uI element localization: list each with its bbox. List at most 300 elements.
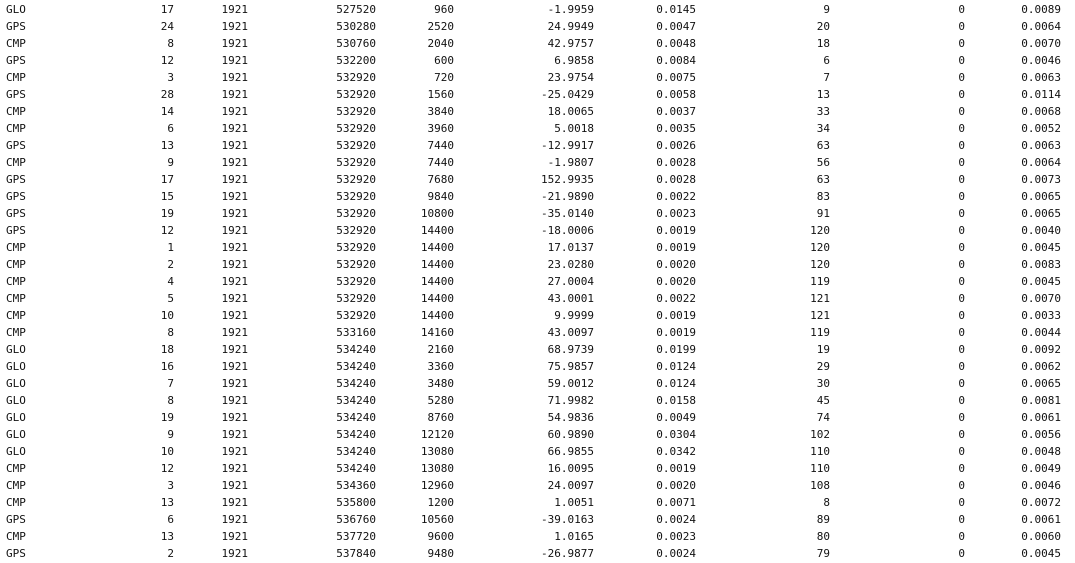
time-of-week-cell: 532920 (336, 156, 376, 169)
count-cell: 89 (816, 513, 830, 526)
system-cell: CMP (6, 105, 26, 118)
time-of-week-cell: 532920 (336, 241, 376, 254)
satellite-id-cell: 8 (167, 326, 174, 339)
week-cell: 1921 (221, 139, 248, 152)
time-of-week-cell: 536760 (336, 513, 376, 526)
residual-cell: 0.0070 (1021, 37, 1061, 50)
sigma-cell: 0.0075 (656, 71, 696, 84)
week-cell: 1921 (221, 394, 248, 407)
week-cell: 1921 (221, 547, 248, 560)
week-cell: 1921 (221, 20, 248, 33)
age-cell: 13080 (420, 462, 454, 475)
table-row (0, 341, 1075, 358)
time-of-week-cell: 534240 (336, 445, 376, 458)
system-cell: GPS (6, 173, 26, 186)
system-cell: GLO (6, 394, 26, 407)
residual-cell: 0.0092 (1021, 343, 1061, 356)
count-cell: 45 (816, 394, 830, 407)
system-cell: CMP (6, 258, 26, 271)
table-row (0, 358, 1075, 375)
offset-cell: 1.0051 (554, 496, 594, 509)
satellite-id-cell: 17 (160, 173, 174, 186)
satellite-id-cell: 19 (160, 411, 174, 424)
flag-cell: 0 (958, 241, 965, 254)
sigma-cell: 0.0028 (656, 173, 696, 186)
residual-cell: 0.0089 (1021, 3, 1061, 16)
offset-cell: -18.0006 (541, 224, 594, 237)
offset-cell: 43.0001 (547, 292, 594, 305)
flag-cell: 0 (958, 173, 965, 186)
offset-cell: -25.0429 (541, 88, 594, 101)
week-cell: 1921 (221, 156, 248, 169)
age-cell: 10560 (420, 513, 454, 526)
time-of-week-cell: 534360 (336, 479, 376, 492)
time-of-week-cell: 532920 (336, 258, 376, 271)
age-cell: 8760 (427, 411, 454, 424)
time-of-week-cell: 532920 (336, 207, 376, 220)
week-cell: 1921 (221, 496, 248, 509)
table-row (0, 239, 1075, 256)
system-cell: GPS (6, 224, 26, 237)
table-row (0, 409, 1075, 426)
satellite-id-cell: 5 (167, 292, 174, 305)
offset-cell: 75.9857 (547, 360, 594, 373)
flag-cell: 0 (958, 394, 965, 407)
residual-cell: 0.0049 (1021, 462, 1061, 475)
time-of-week-cell: 532920 (336, 292, 376, 305)
week-cell: 1921 (221, 88, 248, 101)
sigma-cell: 0.0199 (656, 343, 696, 356)
time-of-week-cell: 532920 (336, 71, 376, 84)
flag-cell: 0 (958, 479, 965, 492)
flag-cell: 0 (958, 326, 965, 339)
time-of-week-cell: 534240 (336, 343, 376, 356)
sigma-cell: 0.0022 (656, 292, 696, 305)
count-cell: 19 (816, 343, 830, 356)
table-row (0, 120, 1075, 137)
age-cell: 9840 (427, 190, 454, 203)
sigma-cell: 0.0145 (656, 3, 696, 16)
time-of-week-cell: 532920 (336, 139, 376, 152)
offset-cell: -39.0163 (541, 513, 594, 526)
count-cell: 74 (816, 411, 830, 424)
time-of-week-cell: 534240 (336, 377, 376, 390)
residual-cell: 0.0060 (1021, 530, 1061, 543)
time-of-week-cell: 527520 (336, 3, 376, 16)
system-cell: GLO (6, 343, 26, 356)
time-of-week-cell: 532920 (336, 88, 376, 101)
system-cell: CMP (6, 530, 26, 543)
residual-cell: 0.0083 (1021, 258, 1061, 271)
table-row (0, 273, 1075, 290)
residual-cell: 0.0070 (1021, 292, 1061, 305)
flag-cell: 0 (958, 122, 965, 135)
system-cell: CMP (6, 241, 26, 254)
flag-cell: 0 (958, 139, 965, 152)
residual-cell: 0.0062 (1021, 360, 1061, 373)
offset-cell: 18.0065 (547, 105, 594, 118)
sigma-cell: 0.0304 (656, 428, 696, 441)
offset-cell: 43.0097 (547, 326, 594, 339)
satellite-id-cell: 4 (167, 275, 174, 288)
age-cell: 1200 (427, 496, 454, 509)
flag-cell: 0 (958, 156, 965, 169)
time-of-week-cell: 532920 (336, 173, 376, 186)
offset-cell: 9.9999 (554, 309, 594, 322)
residual-cell: 0.0040 (1021, 224, 1061, 237)
flag-cell: 0 (958, 275, 965, 288)
sigma-cell: 0.0026 (656, 139, 696, 152)
time-of-week-cell: 537720 (336, 530, 376, 543)
table-row (0, 426, 1075, 443)
offset-cell: 54.9836 (547, 411, 594, 424)
count-cell: 13 (816, 88, 830, 101)
week-cell: 1921 (221, 224, 248, 237)
residual-cell: 0.0052 (1021, 122, 1061, 135)
sigma-cell: 0.0023 (656, 530, 696, 543)
time-of-week-cell: 534240 (336, 360, 376, 373)
table-row (0, 307, 1075, 324)
count-cell: 120 (810, 258, 830, 271)
week-cell: 1921 (221, 275, 248, 288)
offset-cell: 24.9949 (547, 20, 594, 33)
offset-cell: -12.9917 (541, 139, 594, 152)
flag-cell: 0 (958, 547, 965, 560)
count-cell: 102 (810, 428, 830, 441)
table-row (0, 460, 1075, 477)
flag-cell: 0 (958, 88, 965, 101)
sigma-cell: 0.0035 (656, 122, 696, 135)
week-cell: 1921 (221, 122, 248, 135)
satellite-id-cell: 8 (167, 394, 174, 407)
residual-cell: 0.0045 (1021, 547, 1061, 560)
table-row (0, 154, 1075, 171)
week-cell: 1921 (221, 258, 248, 271)
satellite-id-cell: 18 (160, 343, 174, 356)
sigma-cell: 0.0158 (656, 394, 696, 407)
count-cell: 91 (816, 207, 830, 220)
residual-cell: 0.0046 (1021, 479, 1061, 492)
age-cell: 7440 (427, 139, 454, 152)
time-of-week-cell: 530760 (336, 37, 376, 50)
age-cell: 3480 (427, 377, 454, 390)
satellite-id-cell: 10 (160, 445, 174, 458)
satellite-id-cell: 6 (167, 513, 174, 526)
system-cell: CMP (6, 292, 26, 305)
sigma-cell: 0.0020 (656, 258, 696, 271)
residual-cell: 0.0056 (1021, 428, 1061, 441)
offset-cell: -26.9877 (541, 547, 594, 560)
table-row (0, 35, 1075, 52)
flag-cell: 0 (958, 224, 965, 237)
count-cell: 9 (823, 3, 830, 16)
sigma-cell: 0.0058 (656, 88, 696, 101)
residual-cell: 0.0048 (1021, 445, 1061, 458)
count-cell: 7 (823, 71, 830, 84)
flag-cell: 0 (958, 54, 965, 67)
offset-cell: 5.0018 (554, 122, 594, 135)
count-cell: 20 (816, 20, 830, 33)
flag-cell: 0 (958, 513, 965, 526)
satellite-id-cell: 12 (160, 54, 174, 67)
system-cell: GPS (6, 190, 26, 203)
week-cell: 1921 (221, 513, 248, 526)
count-cell: 108 (810, 479, 830, 492)
table-row (0, 69, 1075, 86)
offset-cell: 24.0097 (547, 479, 594, 492)
offset-cell: 16.0095 (547, 462, 594, 475)
age-cell: 14400 (420, 241, 454, 254)
satellite-id-cell: 17 (160, 3, 174, 16)
count-cell: 30 (816, 377, 830, 390)
residual-cell: 0.0081 (1021, 394, 1061, 407)
system-cell: GPS (6, 139, 26, 152)
week-cell: 1921 (221, 190, 248, 203)
residual-cell: 0.0061 (1021, 513, 1061, 526)
time-of-week-cell: 532920 (336, 309, 376, 322)
system-cell: CMP (6, 479, 26, 492)
age-cell: 7680 (427, 173, 454, 186)
sigma-cell: 0.0084 (656, 54, 696, 67)
system-cell: GPS (6, 54, 26, 67)
table-row (0, 171, 1075, 188)
sigma-cell: 0.0028 (656, 156, 696, 169)
offset-cell: 71.9982 (547, 394, 594, 407)
table-row (0, 52, 1075, 69)
age-cell: 10800 (420, 207, 454, 220)
count-cell: 63 (816, 173, 830, 186)
offset-cell: 42.9757 (547, 37, 594, 50)
residual-cell: 0.0065 (1021, 207, 1061, 220)
age-cell: 2160 (427, 343, 454, 356)
flag-cell: 0 (958, 207, 965, 220)
count-cell: 8 (823, 496, 830, 509)
table-row (0, 511, 1075, 528)
flag-cell: 0 (958, 428, 965, 441)
count-cell: 121 (810, 309, 830, 322)
satellite-id-cell: 8 (167, 37, 174, 50)
residual-cell: 0.0046 (1021, 54, 1061, 67)
flag-cell: 0 (958, 105, 965, 118)
system-cell: GLO (6, 3, 26, 16)
age-cell: 3360 (427, 360, 454, 373)
age-cell: 720 (434, 71, 454, 84)
satellite-id-cell: 15 (160, 190, 174, 203)
time-of-week-cell: 535800 (336, 496, 376, 509)
offset-cell: 66.9855 (547, 445, 594, 458)
sigma-cell: 0.0124 (656, 360, 696, 373)
count-cell: 56 (816, 156, 830, 169)
week-cell: 1921 (221, 37, 248, 50)
flag-cell: 0 (958, 377, 965, 390)
residual-cell: 0.0064 (1021, 20, 1061, 33)
week-cell: 1921 (221, 241, 248, 254)
table-row (0, 256, 1075, 273)
sigma-cell: 0.0024 (656, 513, 696, 526)
residual-cell: 0.0063 (1021, 139, 1061, 152)
sigma-cell: 0.0019 (656, 241, 696, 254)
residual-cell: 0.0073 (1021, 173, 1061, 186)
system-cell: CMP (6, 122, 26, 135)
age-cell: 3960 (427, 122, 454, 135)
flag-cell: 0 (958, 360, 965, 373)
count-cell: 83 (816, 190, 830, 203)
residual-cell: 0.0045 (1021, 275, 1061, 288)
residual-cell: 0.0068 (1021, 105, 1061, 118)
satellite-id-cell: 19 (160, 207, 174, 220)
system-cell: GPS (6, 207, 26, 220)
age-cell: 2040 (427, 37, 454, 50)
system-cell: GPS (6, 20, 26, 33)
offset-cell: 68.9739 (547, 343, 594, 356)
count-cell: 6 (823, 54, 830, 67)
data-table (0, 1, 1075, 562)
satellite-id-cell: 1 (167, 241, 174, 254)
offset-cell: -1.9959 (547, 3, 594, 16)
residual-cell: 0.0064 (1021, 156, 1061, 169)
flag-cell: 0 (958, 496, 965, 509)
residual-cell: 0.0072 (1021, 496, 1061, 509)
sigma-cell: 0.0049 (656, 411, 696, 424)
age-cell: 12960 (420, 479, 454, 492)
sigma-cell: 0.0023 (656, 207, 696, 220)
flag-cell: 0 (958, 309, 965, 322)
flag-cell: 0 (958, 445, 965, 458)
count-cell: 110 (810, 462, 830, 475)
flag-cell: 0 (958, 343, 965, 356)
system-cell: CMP (6, 462, 26, 475)
time-of-week-cell: 532200 (336, 54, 376, 67)
residual-cell: 0.0044 (1021, 326, 1061, 339)
offset-cell: 23.0280 (547, 258, 594, 271)
age-cell: 7440 (427, 156, 454, 169)
system-cell: GPS (6, 547, 26, 560)
table-row (0, 494, 1075, 511)
count-cell: 33 (816, 105, 830, 118)
satellite-id-cell: 7 (167, 377, 174, 390)
satellite-id-cell: 13 (160, 139, 174, 152)
time-of-week-cell: 532920 (336, 275, 376, 288)
satellite-id-cell: 13 (160, 530, 174, 543)
offset-cell: 6.9858 (554, 54, 594, 67)
system-cell: GLO (6, 377, 26, 390)
count-cell: 29 (816, 360, 830, 373)
satellite-id-cell: 2 (167, 258, 174, 271)
week-cell: 1921 (221, 343, 248, 356)
offset-cell: -1.9807 (547, 156, 594, 169)
satellite-id-cell: 28 (160, 88, 174, 101)
system-cell: CMP (6, 275, 26, 288)
sigma-cell: 0.0342 (656, 445, 696, 458)
sigma-cell: 0.0020 (656, 275, 696, 288)
offset-cell: -21.9890 (541, 190, 594, 203)
satellite-id-cell: 3 (167, 479, 174, 492)
count-cell: 120 (810, 241, 830, 254)
satellite-id-cell: 6 (167, 122, 174, 135)
time-of-week-cell: 532920 (336, 105, 376, 118)
week-cell: 1921 (221, 445, 248, 458)
system-cell: CMP (6, 71, 26, 84)
flag-cell: 0 (958, 462, 965, 475)
week-cell: 1921 (221, 428, 248, 441)
table-row (0, 477, 1075, 494)
sigma-cell: 0.0037 (656, 105, 696, 118)
system-cell: CMP (6, 496, 26, 509)
age-cell: 14400 (420, 309, 454, 322)
residual-cell: 0.0063 (1021, 71, 1061, 84)
system-cell: CMP (6, 326, 26, 339)
week-cell: 1921 (221, 411, 248, 424)
satellite-id-cell: 16 (160, 360, 174, 373)
satellite-id-cell: 9 (167, 156, 174, 169)
age-cell: 13080 (420, 445, 454, 458)
system-cell: GLO (6, 445, 26, 458)
sigma-cell: 0.0048 (656, 37, 696, 50)
week-cell: 1921 (221, 462, 248, 475)
flag-cell: 0 (958, 292, 965, 305)
age-cell: 3840 (427, 105, 454, 118)
sigma-cell: 0.0071 (656, 496, 696, 509)
week-cell: 1921 (221, 530, 248, 543)
table-row (0, 222, 1075, 239)
satellite-id-cell: 12 (160, 462, 174, 475)
table-row (0, 137, 1075, 154)
age-cell: 12120 (420, 428, 454, 441)
offset-cell: 59.0012 (547, 377, 594, 390)
week-cell: 1921 (221, 292, 248, 305)
week-cell: 1921 (221, 326, 248, 339)
system-cell: GLO (6, 411, 26, 424)
table-row (0, 443, 1075, 460)
table-row (0, 545, 1075, 562)
system-cell: GPS (6, 513, 26, 526)
system-cell: CMP (6, 309, 26, 322)
time-of-week-cell: 532920 (336, 190, 376, 203)
flag-cell: 0 (958, 71, 965, 84)
residual-cell: 0.0061 (1021, 411, 1061, 424)
time-of-week-cell: 532920 (336, 122, 376, 135)
table-row (0, 188, 1075, 205)
week-cell: 1921 (221, 309, 248, 322)
sigma-cell: 0.0047 (656, 20, 696, 33)
sigma-cell: 0.0024 (656, 547, 696, 560)
week-cell: 1921 (221, 173, 248, 186)
flag-cell: 0 (958, 3, 965, 16)
count-cell: 121 (810, 292, 830, 305)
age-cell: 14400 (420, 275, 454, 288)
offset-cell: 27.0004 (547, 275, 594, 288)
count-cell: 119 (810, 326, 830, 339)
count-cell: 18 (816, 37, 830, 50)
age-cell: 5280 (427, 394, 454, 407)
table-row (0, 290, 1075, 307)
time-of-week-cell: 534240 (336, 411, 376, 424)
table-row (0, 324, 1075, 341)
time-of-week-cell: 534240 (336, 462, 376, 475)
flag-cell: 0 (958, 37, 965, 50)
sigma-cell: 0.0019 (656, 224, 696, 237)
system-cell: GLO (6, 428, 26, 441)
offset-cell: 60.9890 (547, 428, 594, 441)
residual-cell: 0.0114 (1021, 88, 1061, 101)
flag-cell: 0 (958, 258, 965, 271)
offset-cell: 23.9754 (547, 71, 594, 84)
offset-cell: 1.0165 (554, 530, 594, 543)
sigma-cell: 0.0124 (656, 377, 696, 390)
time-of-week-cell: 530280 (336, 20, 376, 33)
satellite-id-cell: 9 (167, 428, 174, 441)
count-cell: 80 (816, 530, 830, 543)
